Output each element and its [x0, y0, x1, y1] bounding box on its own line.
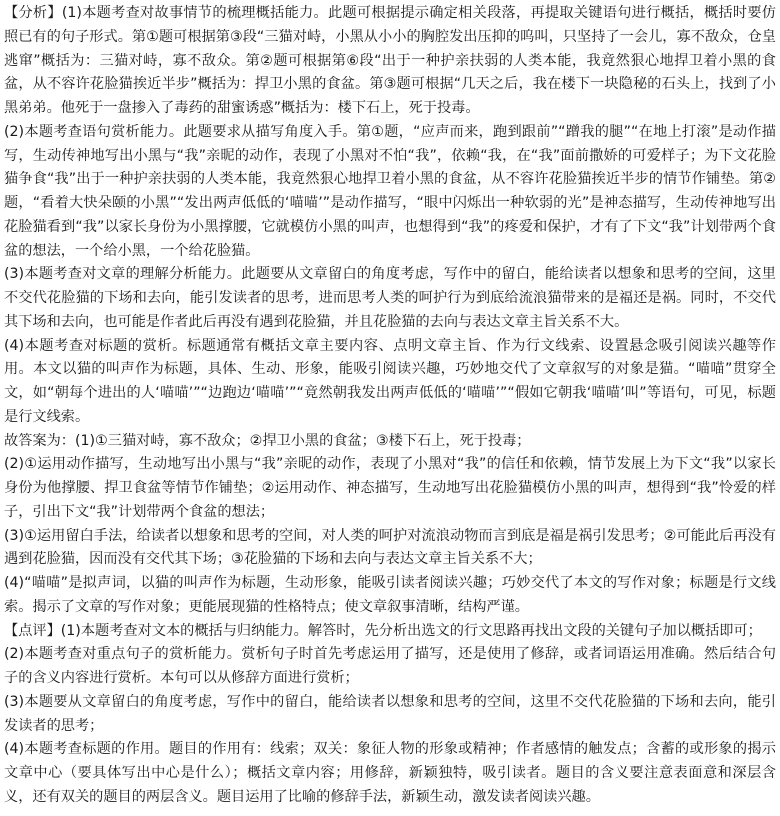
analysis-part-1: 【分析】(1)本题考查对故事情节的梳理概括能力。此题可根据提示确定相关段落，再提取关键语句进行概括，概括时要仿照已有的句子形式。第①题可根据第③段“三猫对峙，小黑从小小的胸腔发出压抑的呜叫，只坚持了一会儿，寡不敌众，仓皇逃窜”概括为：三猫对峙，寡不敌众。第②题可根据第⑥段“出于一种护亲扶弱的人类本能，我竟然狠心地捍卫着小黑的食盆，从不容许花脸猫挨近半步”概括为：捍卫小黑的食盆。第③题可根据“几天之后，我在楼下一块隐秘的石头上，找到了小黑弟弟。他死于一盘掺入了毒药的甜蜜诱惑”概括为：楼下石上，死于投毒。 — [4, 5, 776, 116]
comment-part-1: 【点评】(1)本题考查对文本的概括与归纳能力。解答时，先分析出选文的行文思路再找出文段的关键句子加以概括即可； — [4, 622, 762, 639]
comment-part-4: (4)本题考查标题的作用。题目的作用有：线索；双关：象征人物的形象或精神；作者感情的触发点；含蓄的或形象的揭示文章中心（要具体写出中心是什么）；概括文章内容；用修辞，新颖独特，吸引读者。题目的含义要注意表面意和深层含义，还有双关的题目的两层含义。题目运用了比喻的修辞手法，新颖生动，激发读者阅读兴趣。 — [4, 741, 776, 805]
analysis-part-3: (3)本题考查对文章的理解分析能力。此题要从文章留白的角度考虑，写作中的留白，能给读者以想象和思考的空间，这里不交代花脸猫的下场和去向，能引发读者的思考，进而思考人类的呵护行为到底给流浪猫带来的是福还是祸。同时，不交代其下场和去向，也可能是作者此后再没有遇到花脸猫，并且花脸猫的去向与表达文章主旨关系不大。 — [4, 266, 776, 330]
answer-part-1: 故答案为：(1)①三猫对峙，寡不敌众；②捍卫小黑的食盆；③楼下石上，死于投毒； — [4, 432, 531, 449]
comment-part-3: (3)本题要从文章留白的角度考虑，写作中的留白，能给读者以想象和思考的空间，这里不交代花脸猫的下场和去向，能引发读者的思考； — [4, 693, 776, 734]
analysis-part-2: (2)本题考查语句赏析能力。此题要求从描写角度入手。第①题，“应声而来，跑到跟前”“蹭我的腿”“在地上打滚”是动作描写，生动传神地写出小黑与“我”亲昵的动作，表现了小黑对不怕“我”，依赖“我，在“我”面前撒娇的可爱样子；为下文花脸猫争食“我”出于一种护亲扶弱的人类本能，我竟然狠心地捍卫着小黑的食盆，从不容许花脸猫挨近半步的情节作铺垫。第②题，“看着大快朵颐的小黑”“发出两声低低的‘喵喵’”是动作描写，“眼中闪烁出一种软弱的光”是神态描写，生动传神地写出花脸猫看到“我”以家长身份为小黑撑腰，它就模仿小黑的叫声，也想得到“我”的疼爱和保护，才有了下文“我”计划带两个食盆的想法，一个给小黑，一个给花脸猫。 — [4, 123, 776, 259]
answer-part-2: (2)①运用动作描写，生动地写出小黑与“我”亲昵的动作，表现了小黑对“我”的信任和依赖，情节发展上为下文“我”以家长身份为他撑腰、捍卫食盆等情节作铺垫；②运用动作、神态描写，生动地写出花脸猫模仿小黑的叫声，想得到“我”怜爱的样子，引出下文“我”计划带两个食盆的想法； — [4, 456, 776, 520]
analysis-part-4: (4)本题考查对标题的赏析。标题通常有概括文章主要内容、点明文章主旨、作为行文线索、设置悬念吸引阅读兴趣等作用。本文以猫的叫声作为标题，具体、生动、形象，能吸引阅读兴趣，巧妙地交代了文章叙写的对象是猫。“喵喵”贯穿全文，如“朝每个进出的人‘喵喵’”“边跑边‘喵喵’”“竟然朝我发出两声低低的‘喵喵’”“假如它朝我‘喵喵’叫”等语句，可见，标题是行文线索。 — [4, 337, 776, 425]
answer-part-4: (4)“喵喵”是拟声词，以猫的叫声作为标题，生动形象，能吸引读者阅读兴趣；巧妙交代了本文的写作对象；标题是行文线索。揭示了文章的写作对象；更能展现猫的性格特点；使文章叙事清晰，结构严谨。 — [4, 575, 776, 615]
comment-part-2: (2)本题考查对重点句子的赏析能力。赏析句子时首先考虑运用了描写，还是使用了修辞，或者词语运用准确。然后结合句子的含义内容进行赏析。本句可以从修辞方面进行赏析； — [4, 646, 776, 686]
answer-part-3: (3)①运用留白手法，给读者以想象和思考的空间，对人类的呵护对流浪动物而言到底是福是祸引发思考；②可能此后再没有遇到花脸猫，因而没有交代其下场；③花脸猫的下场和去向与表达文章主旨关系不大； — [4, 527, 776, 568]
